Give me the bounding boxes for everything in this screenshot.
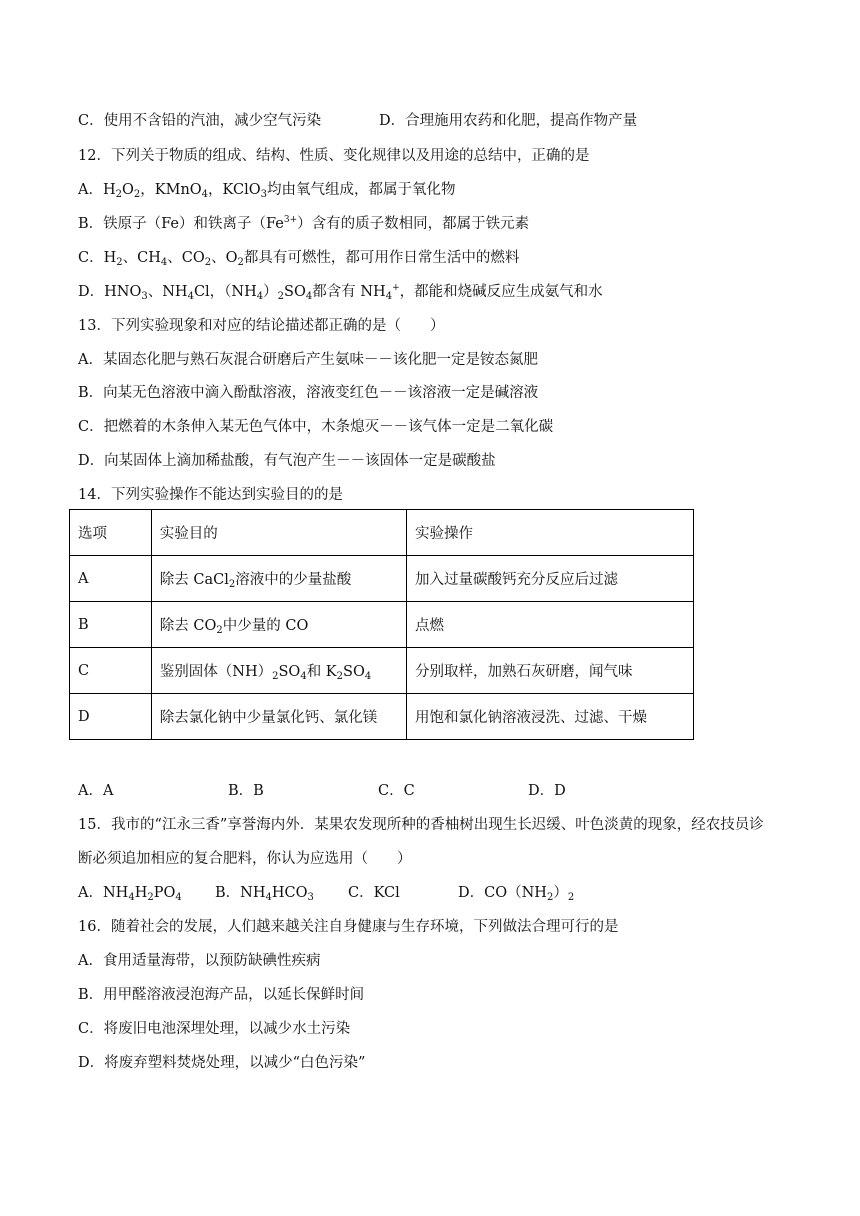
q12-option-c: C．$H_2$、$CH_4$、$CO_2$、$O_2$都具有可燃性，都可用作日常生活中的燃料 <box>78 250 520 268</box>
q13-option-a: A．某固态化肥与熟石灰混合研磨后产生氨味－－该化肥一定是铵态氮肥 <box>78 352 538 368</box>
q15-choice-a: A．$NH_4H_2PO_4$ <box>78 885 182 903</box>
q15-choice-d: D．$CO(NH_2)_2$ <box>458 885 575 903</box>
row-b-goal: 除去 $CO_2$中少量的 CO <box>151 602 406 648</box>
q11-option-c: C．使用不含铅的汽油，减少空气污染 <box>78 113 322 129</box>
q13-option-c: C．把燃着的木条伸入某无色气体中，木条熄灭－－该气体一定是二氧化碳 <box>78 419 554 435</box>
q14-choice-b: B．B <box>228 783 264 799</box>
q12-option-a: A．$H_2O_2$，KMnO$_4$，KClO$_3$均由氧气组成，都属于氧化物 <box>78 182 456 200</box>
header-operation: 实验操作 <box>406 510 693 556</box>
q15-stem-line2: 断必须追加相应的复合肥料，你认为应选用（ ） <box>78 851 412 867</box>
q12-option-b: B．铁原子（Fe）和铁离子$(Fe^{3+})$含有的质子数相同，都属于铁元素 <box>78 215 530 232</box>
row-c-goal: 鉴别固体$(NH)_2SO_4$和 $K_2SO_4$ <box>151 648 406 694</box>
q14-table <box>69 509 694 740</box>
q14-choice-c: C．C <box>378 783 415 799</box>
q13-option-d: D．向某固体上滴加稀盐酸，有气泡产生－－该固体一定是碳酸盐 <box>78 453 496 469</box>
q11-option-d: D．合理施用农药和化肥，提高作物产量 <box>379 113 638 129</box>
q15-choice-c: C．KCl <box>348 885 400 901</box>
row-c-option: C <box>70 648 152 694</box>
q16-stem: 16．随着社会的发展，人们越来越关注自身健康与生存环境，下列做法合理可行的是 <box>78 919 619 935</box>
row-d-goal: 除去氯化钠中少量氯化钙、氯化镁 <box>151 694 406 740</box>
q14-stem: 14．下列实验操作不能达到实验目的的是 <box>78 487 343 503</box>
q12-stem: 12．下列关于物质的组成、结构、性质、变化规律以及用途的总结中，正确的是 <box>78 148 590 164</box>
q13-option-b: B．向某无色溶液中滴入酚酞溶液，溶液变红色－－该溶液一定是碱溶液 <box>78 385 539 401</box>
q15-stem-line1: 15．我市的“江永三香”享誉海内外．某果农发现所种的香柚树出现生长迟缓、叶色淡黄的现象，经农技员诊 <box>78 817 764 833</box>
q13-stem: 13．下列实验现象和对应的结论描述都正确的是（ ） <box>78 318 445 334</box>
row-b-operation: 点燃 <box>406 602 693 648</box>
table-row <box>70 556 694 602</box>
q16-option-a: A．食用适量海带，以预防缺碘性疾病 <box>78 953 321 969</box>
row-d-option: D <box>70 694 152 740</box>
q15-choice-b: B．$NH_4HCO_3$ <box>215 885 314 903</box>
header-goal: 实验目的 <box>151 510 406 556</box>
row-d-operation: 用饱和氯化钠溶液浸洗、过滤、干燥 <box>406 694 693 740</box>
q16-option-b: B．用甲醛溶液浸泡海产品，以延长保鲜时间 <box>78 987 365 1003</box>
q16-option-c: C．将废旧电池深埋处理，以减少水土污染 <box>78 1021 351 1037</box>
q14-choice-a: A．A <box>78 783 114 799</box>
table-row <box>70 648 694 694</box>
q16-option-d: D．将废弃塑料焚烧处理，以减少“白色污染” <box>78 1055 366 1071</box>
row-a-operation: 加入过量碳酸钙充分反应后过滤 <box>406 556 693 602</box>
table-header-row <box>70 510 694 556</box>
row-a-goal: 除去 CaCl$_2$溶液中的少量盐酸 <box>151 556 406 602</box>
q14-choice-d: D．D <box>528 783 566 799</box>
table-row <box>70 602 694 648</box>
q12-option-d: D．$HNO_3$、$NH_4Cl$，$(NH_4)_2SO_4$都含有 $NH_4^+$，都能和烧碱反应生成氨气和水 <box>78 283 603 302</box>
header-option: 选项 <box>70 510 152 556</box>
row-b-option: B <box>70 602 152 648</box>
table-row <box>70 694 694 740</box>
row-c-operation: 分别取样，加熟石灰研磨，闻气味 <box>406 648 693 694</box>
row-a-option: A <box>70 556 152 602</box>
